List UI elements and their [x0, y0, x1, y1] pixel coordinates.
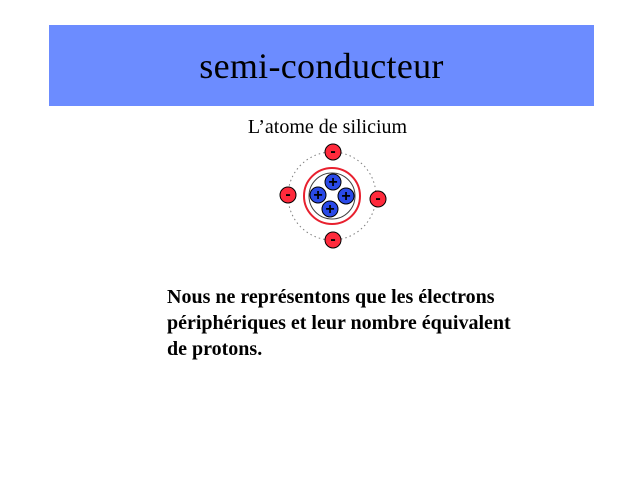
electron: [370, 190, 386, 207]
svg-text:+: +: [328, 174, 338, 191]
body-line: périphériques et leur nombre équivalent: [167, 312, 511, 334]
body-line: de protons.: [167, 338, 263, 360]
slide-subtitle: L’atome de silicium: [247, 116, 408, 138]
svg-text:+: +: [325, 201, 335, 218]
svg-text:+: +: [341, 188, 351, 205]
svg-text:-: -: [330, 143, 336, 160]
svg-text:-: -: [375, 190, 381, 207]
svg-text:+: +: [313, 187, 323, 204]
body-paragraph: [167, 284, 587, 362]
electron: [325, 231, 341, 248]
atom-svg: [276, 140, 388, 252]
silicon-atom-diagram: [276, 140, 388, 252]
electron: [325, 143, 341, 160]
body-line: Nous ne représentons que les électrons: [167, 286, 495, 308]
svg-text:-: -: [330, 231, 336, 248]
svg-text:-: -: [285, 186, 291, 203]
title-banner: [49, 25, 594, 106]
slide-title: semi-conducteur: [199, 45, 444, 86]
electron: [280, 186, 296, 203]
